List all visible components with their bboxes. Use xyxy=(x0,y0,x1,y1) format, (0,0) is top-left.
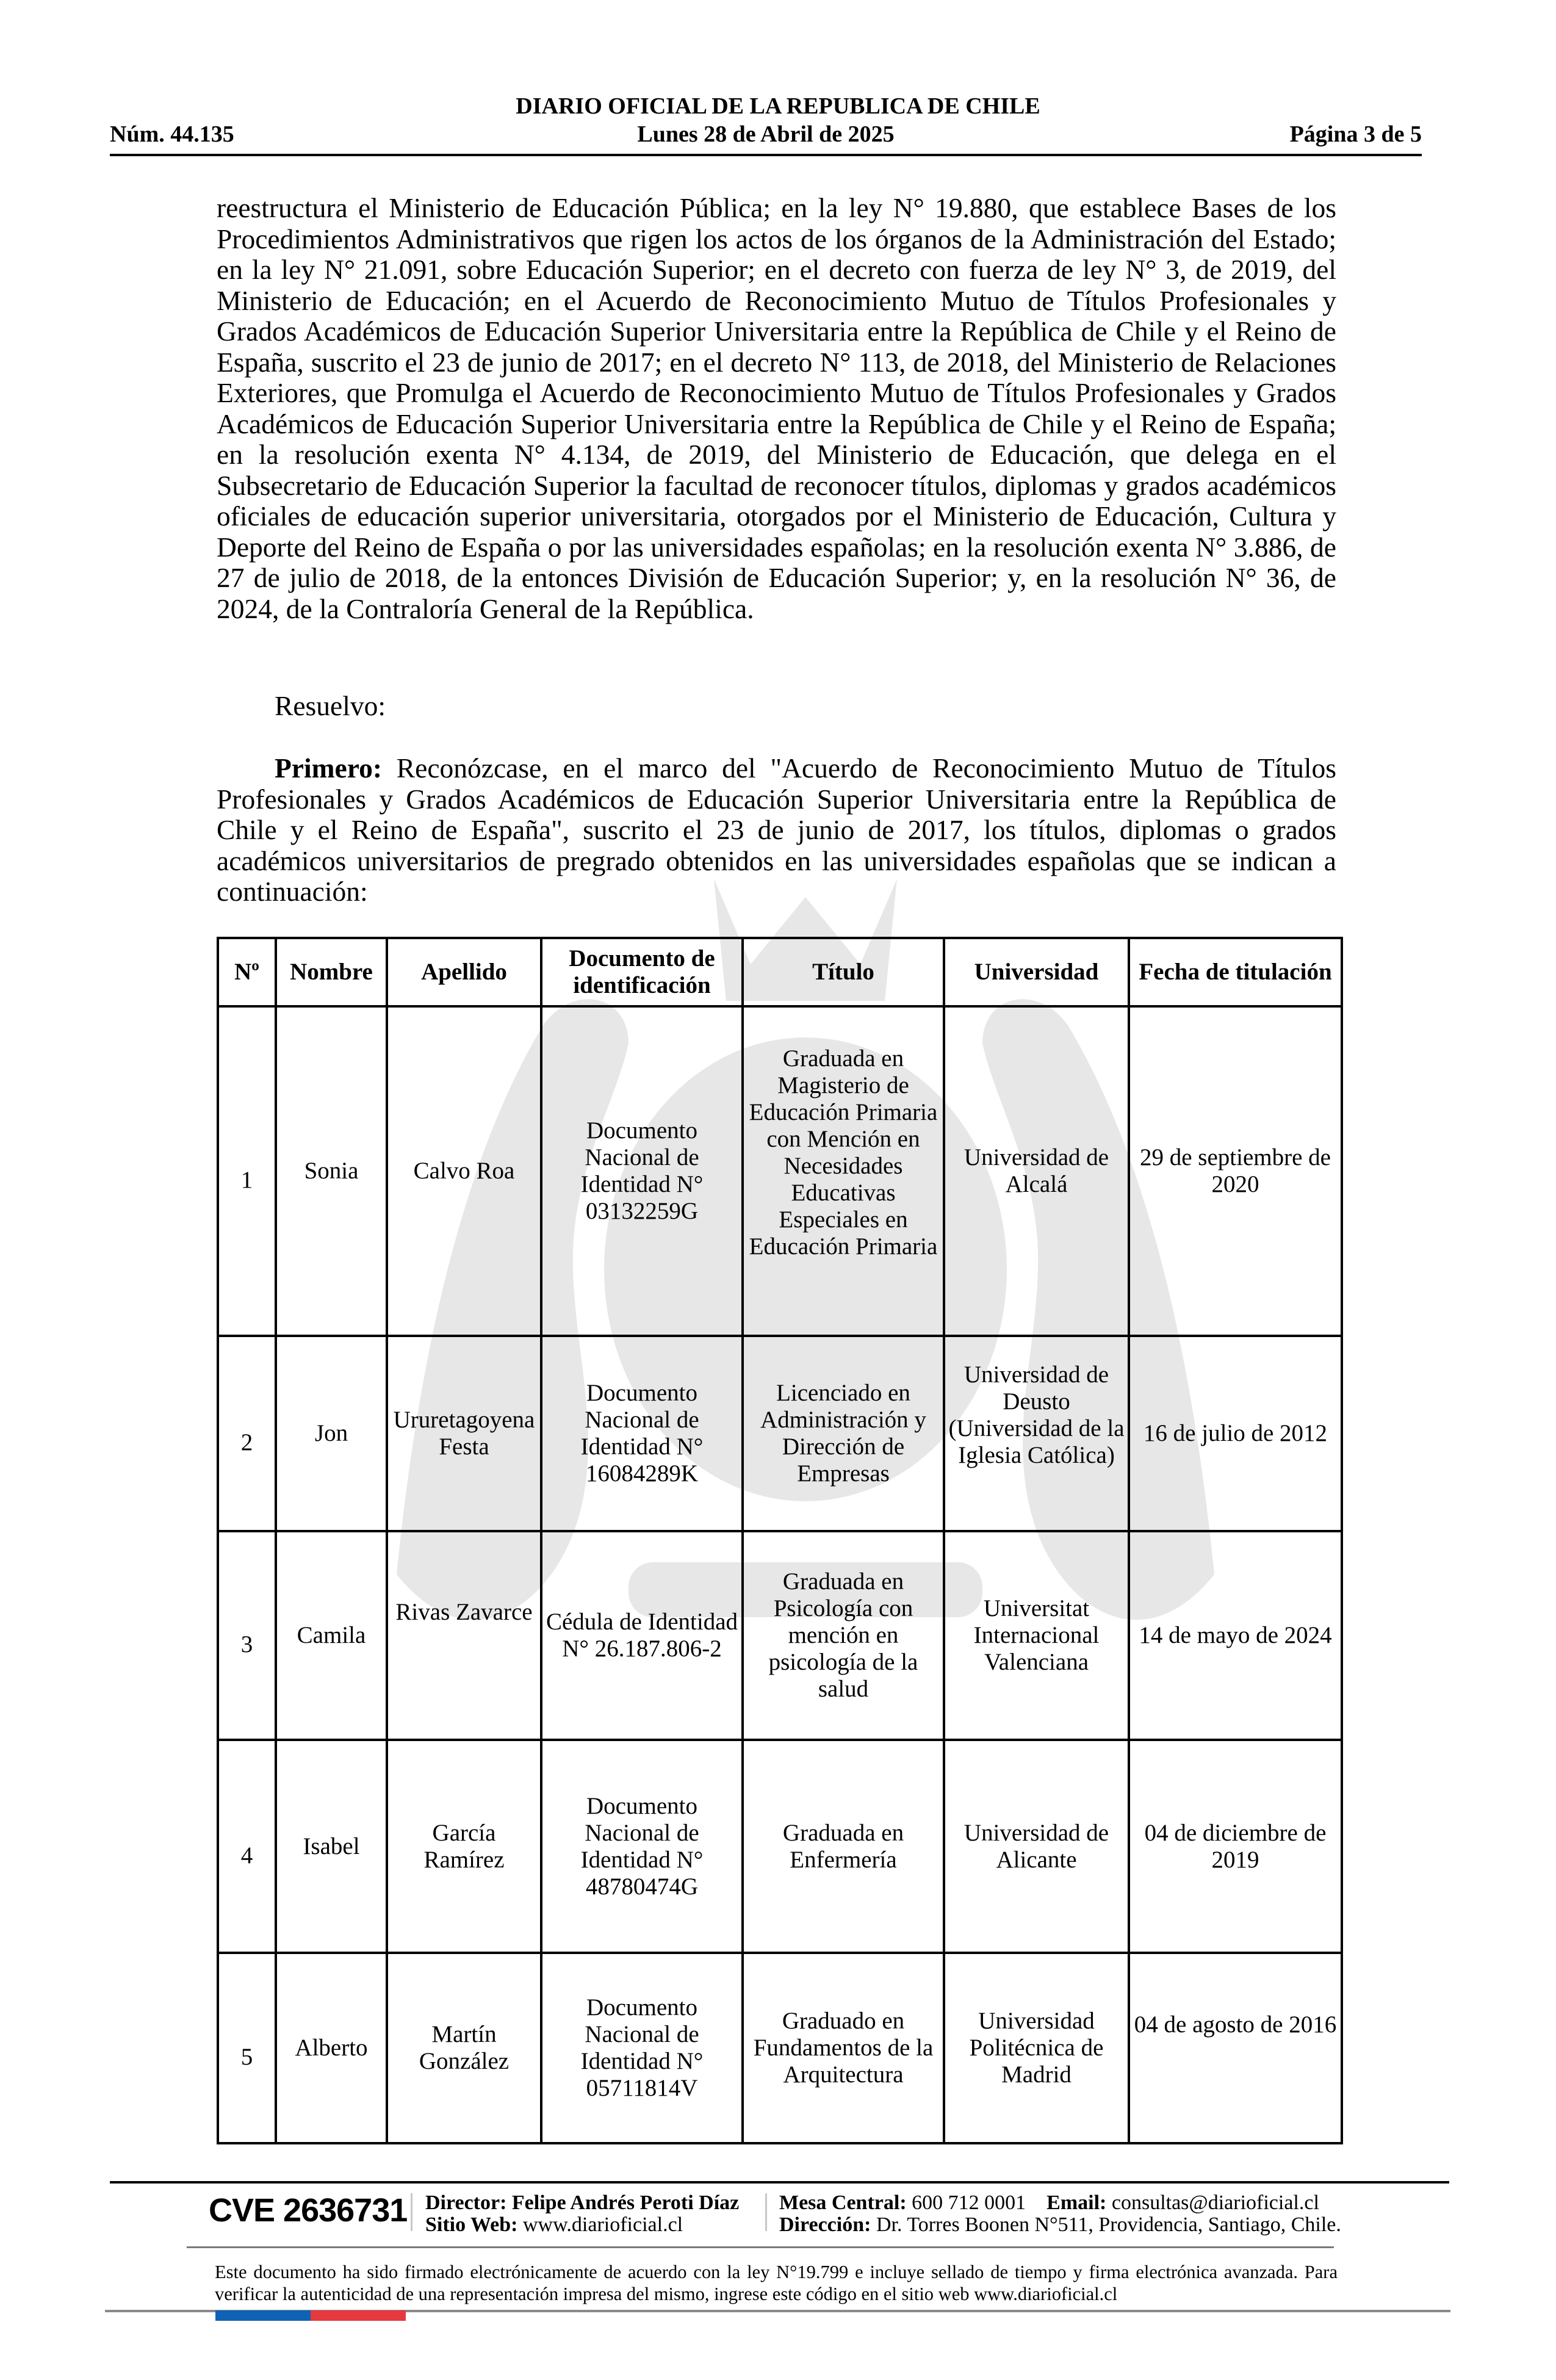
flag-stripe-red xyxy=(311,2310,406,2321)
row-number: 3 xyxy=(218,1531,276,1740)
row-surname xyxy=(387,1531,541,1740)
row-title: Licenciado en Administración y Dirección de Empresas xyxy=(743,1336,944,1531)
page-indicator: Página 3 de 5 xyxy=(1289,121,1422,147)
issue-number: Núm. 44.135 xyxy=(110,121,234,147)
row-graduation-date: 16 de julio de 2012 xyxy=(1129,1336,1342,1531)
row-graduation-date: 04 de diciembre de 2019 xyxy=(1129,1740,1342,1953)
publication-title: DIARIO OFICIAL DE LA REPUBLICA DE CHILE xyxy=(516,93,1040,119)
table-row xyxy=(218,1531,1342,1740)
row-university-text: Universidad de Deusto (Universidad de la Iglesia Católica) xyxy=(948,1361,1125,1468)
website-link[interactable]: www.diarioficial.cl xyxy=(517,2213,683,2236)
website-label: Sitio Web: xyxy=(425,2213,518,2236)
row-name: Camila xyxy=(276,1531,387,1740)
row-university: Universitat Internacional Valenciana xyxy=(944,1531,1129,1740)
address-label: Dirección: xyxy=(779,2213,871,2236)
row-id-document: Documento Nacional de Identidad N° 03132259G xyxy=(541,1006,743,1336)
column-header-surname: Apellido xyxy=(387,938,541,1006)
recognized-titles-table xyxy=(217,937,1343,2144)
row-title: Graduada en Psicología con mención en psicología de la salud xyxy=(743,1531,944,1740)
email-link[interactable]: consultas@diarioficial.cl xyxy=(1106,2191,1319,2214)
row-university xyxy=(944,1336,1129,1531)
row-number: 1 xyxy=(218,1006,276,1336)
website-line xyxy=(425,2214,739,2236)
footer-separator xyxy=(765,2193,767,2231)
row-title: Graduado en Fundamentos de la Arquitectura xyxy=(743,1953,944,2143)
row-title-text: Graduada en Magisterio de Educación Primaria con Mención en Necesidades Educativas Especiales en Educación Primaria xyxy=(749,1045,938,1260)
primero-label: Primero: xyxy=(275,752,383,784)
resuelvo-heading: Resuelvo: xyxy=(275,690,386,721)
column-header-graduation-date: Fecha de titulación xyxy=(1129,938,1342,1006)
row-graduation-date: 29 de septiembre de 2020 xyxy=(1129,1006,1342,1336)
header-rule xyxy=(110,154,1422,156)
header-row xyxy=(110,121,1422,148)
address-value: Dr. Torres Boonen N°511, Providencia, Santiago, Chile. xyxy=(871,2213,1341,2236)
row-number: 2 xyxy=(218,1336,276,1531)
row-id-document: Documento Nacional de Identidad N° 05711814V xyxy=(541,1953,743,2143)
table-row xyxy=(218,1953,1342,2143)
column-header-id-document: Documento de identificación xyxy=(541,938,743,1006)
director-line xyxy=(425,2192,739,2214)
email-label: Email: xyxy=(1046,2191,1107,2214)
row-surname: Ururetagoyena Festa xyxy=(387,1336,541,1531)
electronic-signature-notice: Este documento ha sido firmado electrónicamente de acuerdo con la ley N°19.799 e incluye sellado de tiempo y firma electrónica avanzada. Para verificar la autenticidad de una representación impresa del mismo, ingrese este código en el sitio web www.diarioficial.cl xyxy=(215,2262,1338,2304)
footer-middle-rule xyxy=(187,2246,1334,2248)
flag-stripe-blue xyxy=(215,2310,311,2321)
column-header-title: Título xyxy=(743,938,944,1006)
row-university: Universidad de Alicante xyxy=(944,1740,1129,1953)
row-id-document: Documento Nacional de Identidad N° 48780474G xyxy=(541,1740,743,1953)
issue-date: Lunes 28 de Abril de 2025 xyxy=(637,121,895,147)
row-university: Universidad de Alcalá xyxy=(944,1006,1129,1336)
primero-text: Reconózcase, en el marco del "Acuerdo de Reconocimiento Mutuo de Títulos Profesionales y Grados Académicos de Educación Superior Universitaria entre la República de Chile y el Reino de España", suscrito el 23 de junio de 2017, los títulos, diplomas o grados académicos universitarios de pregrado obtenidos en las universidades españolas que se indican a continuación: xyxy=(217,752,1336,907)
row-graduation-date: 14 de mayo de 2024 xyxy=(1129,1531,1342,1740)
column-header-university: Universidad xyxy=(944,938,1129,1006)
row-name: Alberto xyxy=(276,1953,387,2143)
considerations-paragraph: reestructura el Ministerio de Educación Pública; en la ley N° 19.880, que establece Bases de los Procedimientos Administrativos que rigen los actos de los órganos de la Administración del Estado; en la ley N° 21.091, sobre Educación Superior; en el decreto con fuerza de ley N° 3, de 2019, del Ministerio de Educación; en el Acuerdo de Reconocimiento Mutuo de Títulos Profesionales y Grados Académicos de Educación Superior Universitaria entre la República de Chile y el Reino de España, suscrito el 23 de junio de 2017; en el decreto N° 113, de 2018, del Ministerio de Relaciones Exteriores, que Promulga el Acuerdo de Reconocimiento Mutuo de Títulos Profesionales y Grados Académicos de Educación Superior Universitaria entre la República de Chile y el Reino de España; en la resolución exenta N° 4.134, de 2019, del Ministerio de Educación, que delega en el Subsecretario de Educación Superior la facultad de reconocer títulos, diplomas y grados académicos oficiales de educación superior universitaria, otorgados por el Ministerio de Educación, Cultura y Deporte del Reino de España o por las universidades españolas; en la resolución exenta N° 3.886, de 27 de julio de 2018, de la entonces División de Educación Superior; y, en la resolución N° 36, de 2024, de la Contraloría General de la República. xyxy=(217,192,1336,624)
column-header-number: Nº xyxy=(218,938,276,1006)
phone-value: 600 712 0001 xyxy=(906,2191,1026,2214)
footer-top-rule xyxy=(110,2181,1449,2183)
row-university: Universidad Politécnica de Madrid xyxy=(944,1953,1129,2143)
table-header-row xyxy=(218,938,1342,1006)
contact-line xyxy=(779,2192,1341,2214)
table-row xyxy=(218,1006,1342,1336)
table-row xyxy=(218,1740,1342,1953)
row-graduation-date xyxy=(1129,1953,1342,2143)
row-id-document: Cédula de Identidad N° 26.187.806-2 xyxy=(541,1531,743,1740)
row-title: Graduada en Enfermería xyxy=(743,1740,944,1953)
primero-paragraph xyxy=(217,753,1336,907)
footer-contact-block xyxy=(779,2192,1341,2236)
cve-code: CVE 2636731 xyxy=(209,2192,408,2229)
row-number: 4 xyxy=(218,1740,276,1953)
column-header-name: Nombre xyxy=(276,938,387,1006)
row-name: Sonia xyxy=(276,1006,387,1336)
row-surname: Calvo Roa xyxy=(387,1006,541,1336)
row-surname-text: Rivas Zavarce xyxy=(395,1599,533,1625)
row-surname: García Ramírez xyxy=(387,1740,541,1953)
director-label: Director: xyxy=(425,2191,507,2214)
table-row xyxy=(218,1336,1342,1531)
footer-director-block xyxy=(425,2192,739,2236)
row-id-document: Documento Nacional de Identidad N° 16084289K xyxy=(541,1336,743,1531)
row-surname: Martín González xyxy=(387,1953,541,2143)
row-graduation-date-text: 04 de agosto de 2016 xyxy=(1134,2011,1337,2038)
row-number: 5 xyxy=(218,1953,276,2143)
row-title xyxy=(743,1006,944,1336)
phone-label: Mesa Central: xyxy=(779,2191,907,2214)
row-name: Jon xyxy=(276,1336,387,1531)
address-line xyxy=(779,2214,1341,2236)
row-name: Isabel xyxy=(276,1740,387,1953)
footer-separator xyxy=(411,2193,412,2231)
director-value: Felipe Andrés Peroti Díaz xyxy=(506,2191,740,2214)
